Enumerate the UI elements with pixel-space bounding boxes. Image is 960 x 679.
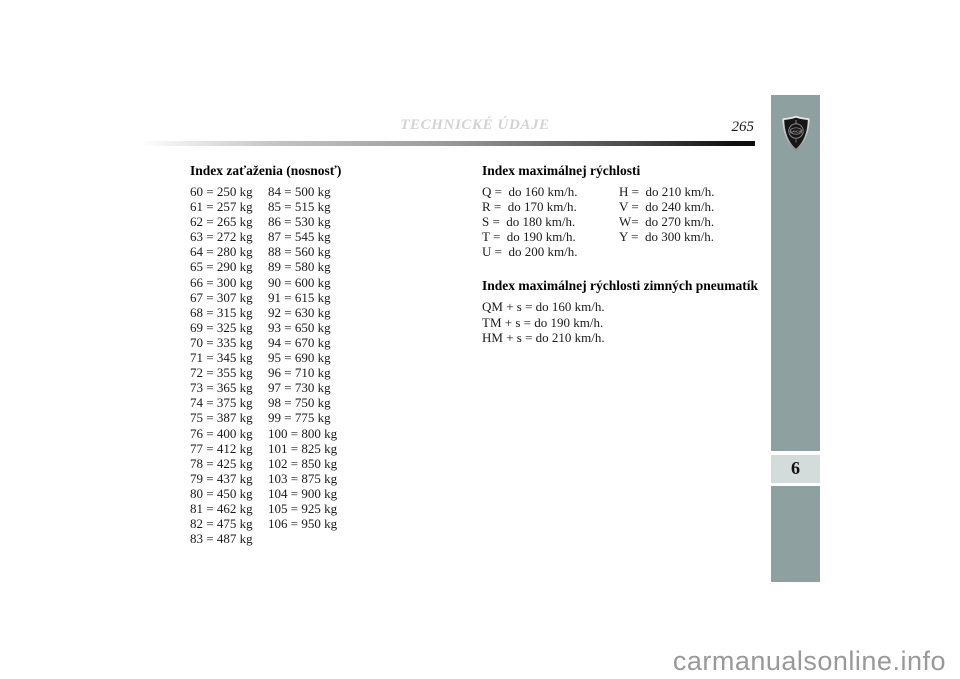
load-index-row: 78 = 425 kg: [190, 455, 253, 471]
speed-index-row: Q = do 160 km/h.: [482, 184, 578, 199]
load-index-row: 85 = 515 kg: [268, 199, 331, 215]
speed-index-table: [482, 184, 758, 259]
speed-index-row: W= do 270 km/h.: [619, 214, 715, 230]
load-index-row: 83 = 487 kg: [190, 531, 253, 547]
speed-index-section: [482, 163, 758, 345]
load-index-col1: [190, 184, 268, 546]
load-index-row: 72 = 355 kg: [190, 365, 253, 381]
load-index-row: 63 = 272 kg: [190, 229, 253, 245]
load-index-row: 84 = 500 kg: [268, 184, 331, 199]
load-index-row: 70 = 335 kg: [190, 334, 253, 350]
load-index-table: [190, 184, 341, 546]
load-index-row: 97 = 730 kg: [268, 380, 331, 396]
winter-speed-index-title: Index maximálnej rýchlosti zimných pneumatík: [482, 278, 759, 294]
speed-index-row: S = do 180 km/h.: [482, 214, 576, 230]
watermark: carmanualsonline.info: [672, 646, 946, 676]
chapter-tab-box: [771, 455, 820, 483]
load-index-row: 93 = 650 kg: [268, 319, 331, 335]
load-index-row: 91 = 615 kg: [268, 289, 331, 305]
load-index-row: 106 = 950 kg: [268, 516, 338, 532]
load-index-row: 68 = 315 kg: [190, 304, 253, 320]
load-index-row: 103 = 875 kg: [268, 470, 338, 486]
load-index-row: 62 = 265 kg: [190, 214, 253, 230]
chapter-sidebar: [771, 95, 820, 582]
load-index-title: Index zaťaženia (nosnosť): [190, 163, 342, 178]
speed-index-row: U = do 200 km/h.: [482, 244, 578, 260]
load-index-section: [190, 163, 341, 546]
load-index-row: 69 = 325 kg: [190, 319, 253, 335]
load-index-col2: [268, 184, 337, 546]
load-index-row: 104 = 900 kg: [268, 485, 338, 501]
winter-speed-index-row: QM + s = do 160 km/h.: [482, 299, 605, 315]
load-index-row: 81 = 462 kg: [190, 500, 253, 516]
load-index-row: 60 = 250 kg: [190, 184, 253, 199]
load-index-row: 100 = 800 kg: [268, 425, 338, 441]
load-index-row: 79 = 437 kg: [190, 470, 253, 486]
svg-text:LANCIA: LANCIA: [790, 129, 802, 134]
load-index-row: 94 = 670 kg: [268, 334, 331, 350]
speed-index-title: Index maximálnej rýchlosti: [482, 163, 641, 178]
load-index-row: 101 = 825 kg: [268, 440, 338, 456]
load-index-row: 92 = 630 kg: [268, 304, 331, 320]
load-index-row: 74 = 375 kg: [190, 395, 253, 411]
page-title: TECHNICKÉ ÚDAJE: [400, 117, 550, 133]
header-divider: [140, 141, 755, 146]
load-index-row: 75 = 387 kg: [190, 410, 253, 426]
load-index-row: 87 = 545 kg: [268, 229, 331, 245]
load-index-row: 80 = 450 kg: [190, 485, 253, 501]
load-index-row: 66 = 300 kg: [190, 274, 253, 290]
load-index-row: 61 = 257 kg: [190, 199, 253, 215]
chapter-tab: [771, 451, 820, 486]
load-index-row: 89 = 580 kg: [268, 259, 331, 275]
page-number: 265: [731, 119, 754, 135]
load-index-row: 99 = 775 kg: [268, 410, 331, 426]
speed-index-row: R = do 170 km/h.: [482, 199, 577, 215]
load-index-row: 95 = 690 kg: [268, 350, 331, 366]
speed-index-col1: [482, 184, 619, 259]
winter-speed-index-row: HM + s = do 210 km/h.: [482, 329, 605, 345]
load-index-row: 90 = 600 kg: [268, 274, 331, 290]
load-index-row: 82 = 475 kg: [190, 516, 253, 532]
load-index-row: 105 = 925 kg: [268, 500, 338, 516]
load-index-row: 64 = 280 kg: [190, 244, 253, 260]
chapter-number: 6: [791, 458, 800, 478]
load-index-row: 76 = 400 kg: [190, 425, 253, 441]
speed-index-col2: [619, 184, 714, 259]
lancia-shield-icon: [781, 115, 811, 152]
speed-index-row: V = do 240 km/h.: [619, 199, 715, 215]
speed-index-row: T = do 190 km/h.: [482, 229, 576, 245]
load-index-row: 67 = 307 kg: [190, 289, 253, 305]
load-index-row: 65 = 290 kg: [190, 259, 253, 275]
load-index-row: 98 = 750 kg: [268, 395, 331, 411]
winter-speed-index-row: TM + s = do 190 km/h.: [482, 314, 604, 330]
load-index-row: 96 = 710 kg: [268, 365, 331, 381]
load-index-row: 88 = 560 kg: [268, 244, 331, 260]
load-index-row: 86 = 530 kg: [268, 214, 331, 230]
load-index-row: 71 = 345 kg: [190, 350, 253, 366]
speed-index-row: Y = do 300 km/h.: [619, 229, 714, 245]
load-index-row: 73 = 365 kg: [190, 380, 253, 396]
speed-index-row: H = do 210 km/h.: [619, 184, 715, 199]
load-index-row: 77 = 412 kg: [190, 440, 253, 456]
load-index-row: 102 = 850 kg: [268, 455, 338, 471]
winter-speed-index-table: [482, 299, 758, 344]
